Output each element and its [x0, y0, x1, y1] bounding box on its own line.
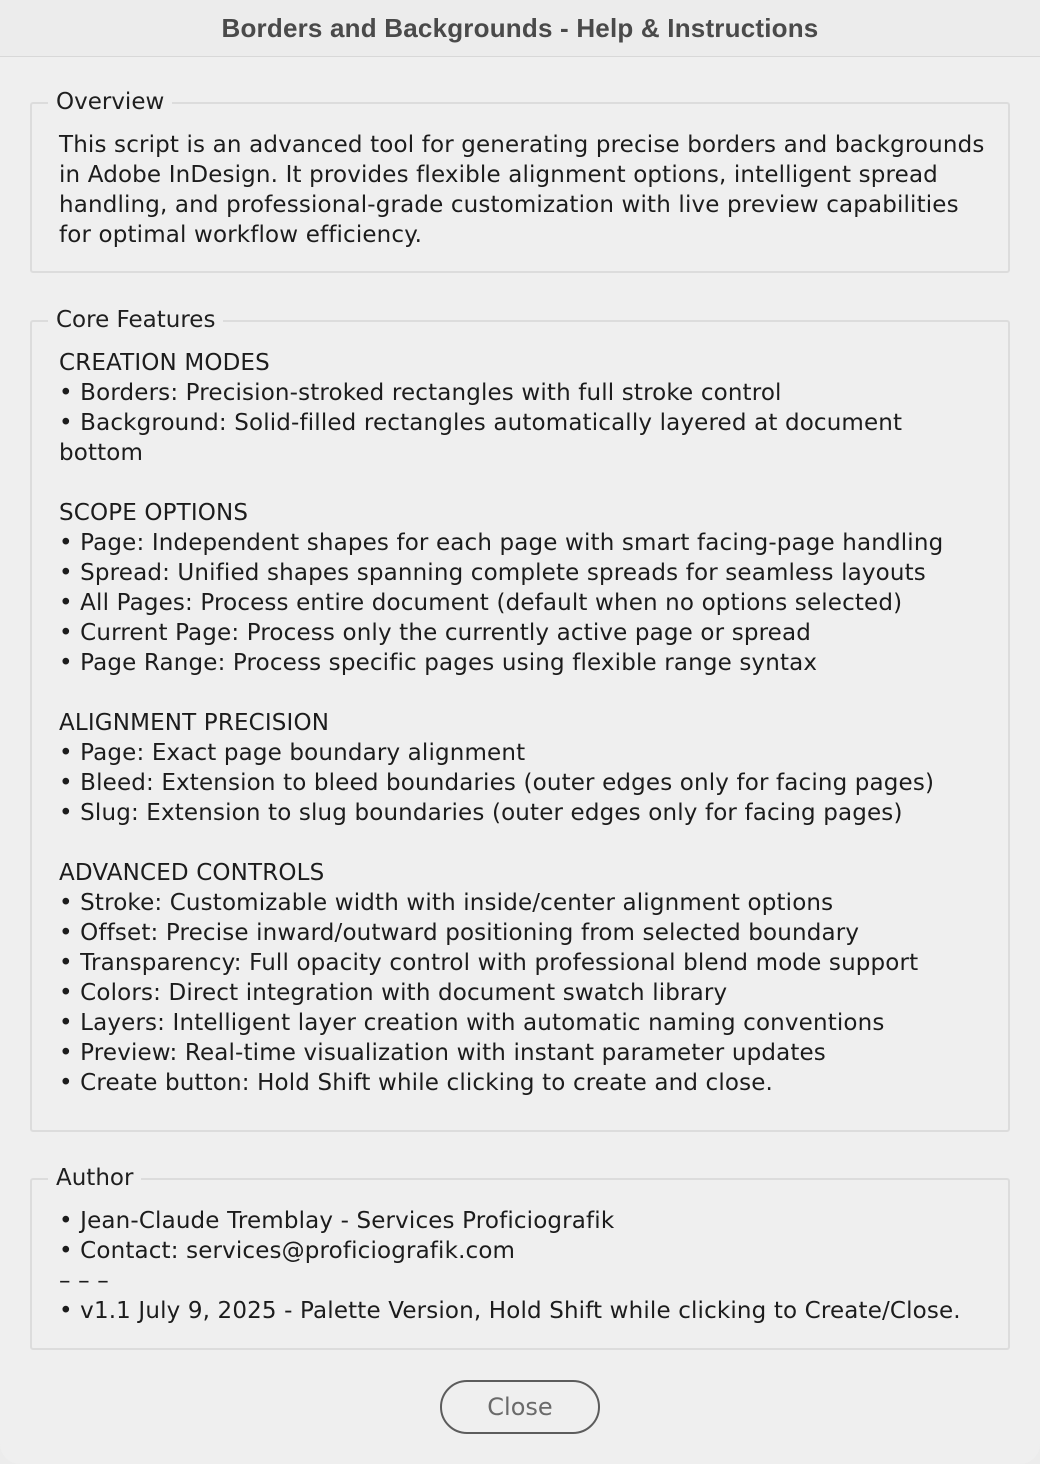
window-title: Borders and Backgrounds - Help & Instructions	[221, 12, 819, 43]
title-bar[interactable]	[0, 0, 1040, 57]
feature-item: • Background: Solid-filled rectangles automatically layered at document	[59, 410, 903, 436]
section-heading: ALIGNMENT PRECISION	[59, 710, 330, 736]
section-heading: CREATION MODES	[59, 350, 270, 376]
core-features-body	[59, 348, 988, 1098]
section-spacer	[59, 468, 988, 498]
overview-legend: Overview	[48, 87, 172, 117]
overview-body	[59, 130, 988, 250]
feature-item: bottom	[59, 440, 144, 466]
overview-text: This script is an advanced tool for generating precise borders and backgrounds in Adobe InDesign. It provides flexible alignment options, intelligent spread handling, and professional-grade customization with live preview capabilities for optimal workflow efficiency.	[59, 132, 985, 248]
overview-panel	[30, 89, 1010, 273]
feature-item: • Page Range: Process specific pages using flexible range syntax	[59, 650, 818, 676]
section-heading: SCOPE OPTIONS	[59, 500, 249, 526]
core-features-legend: Core Features	[48, 305, 223, 335]
section-spacer	[59, 678, 988, 708]
feature-item: • Page: Independent shapes for each page with smart facing-page handling	[59, 530, 944, 556]
feature-item: • Transparency: Full opacity control with professional blend mode support	[59, 950, 919, 976]
section-alignment-precision	[59, 708, 988, 828]
section-scope-options	[59, 498, 988, 678]
feature-item: • Colors: Direct integration with document swatch library	[59, 980, 728, 1006]
section-creation-modes	[59, 348, 988, 468]
feature-item: • Slug: Extension to slug boundaries (outer edges only for facing pages)	[59, 800, 903, 826]
author-separator: – – –	[59, 1268, 109, 1294]
feature-item: • Preview: Real-time visualization with instant parameter updates	[59, 1040, 826, 1066]
section-spacer	[59, 828, 988, 858]
author-name: • Jean-Claude Tremblay - Services Proficiografik	[59, 1208, 615, 1234]
author-panel	[30, 1165, 1010, 1350]
feature-item: • Layers: Intelligent layer creation with automatic naming conventions	[59, 1010, 885, 1036]
feature-item: • Bleed: Extension to bleed boundaries (outer edges only for facing pages)	[59, 770, 935, 796]
core-features-panel	[30, 307, 1010, 1132]
section-advanced-controls	[59, 858, 988, 1098]
feature-item: • All Pages: Process entire document (default when no options selected)	[59, 590, 903, 616]
close-button[interactable]: Close	[440, 1380, 600, 1434]
author-legend: Author	[48, 1163, 141, 1193]
author-contact: • Contact: services@proficiografik.com	[59, 1238, 516, 1264]
section-heading: ADVANCED CONTROLS	[59, 860, 325, 886]
feature-item: • Offset: Precise inward/outward positioning from selected boundary	[59, 920, 860, 946]
feature-item: • Current Page: Process only the currently active page or spread	[59, 620, 811, 646]
feature-item: • Create button: Hold Shift while clicking to create and close.	[59, 1070, 773, 1096]
version-note: • v1.1 July 9, 2025 - Palette Version, Hold Shift while clicking to Create/Close.	[59, 1298, 961, 1324]
feature-item: • Spread: Unified shapes spanning complete spreads for seamless layouts	[59, 560, 926, 586]
feature-item: • Stroke: Customizable width with inside/center alignment options	[59, 890, 834, 916]
author-body	[59, 1206, 988, 1326]
feature-item: • Page: Exact page boundary alignment	[59, 740, 526, 766]
feature-item: • Borders: Precision-stroked rectangles with full stroke control	[59, 380, 782, 406]
